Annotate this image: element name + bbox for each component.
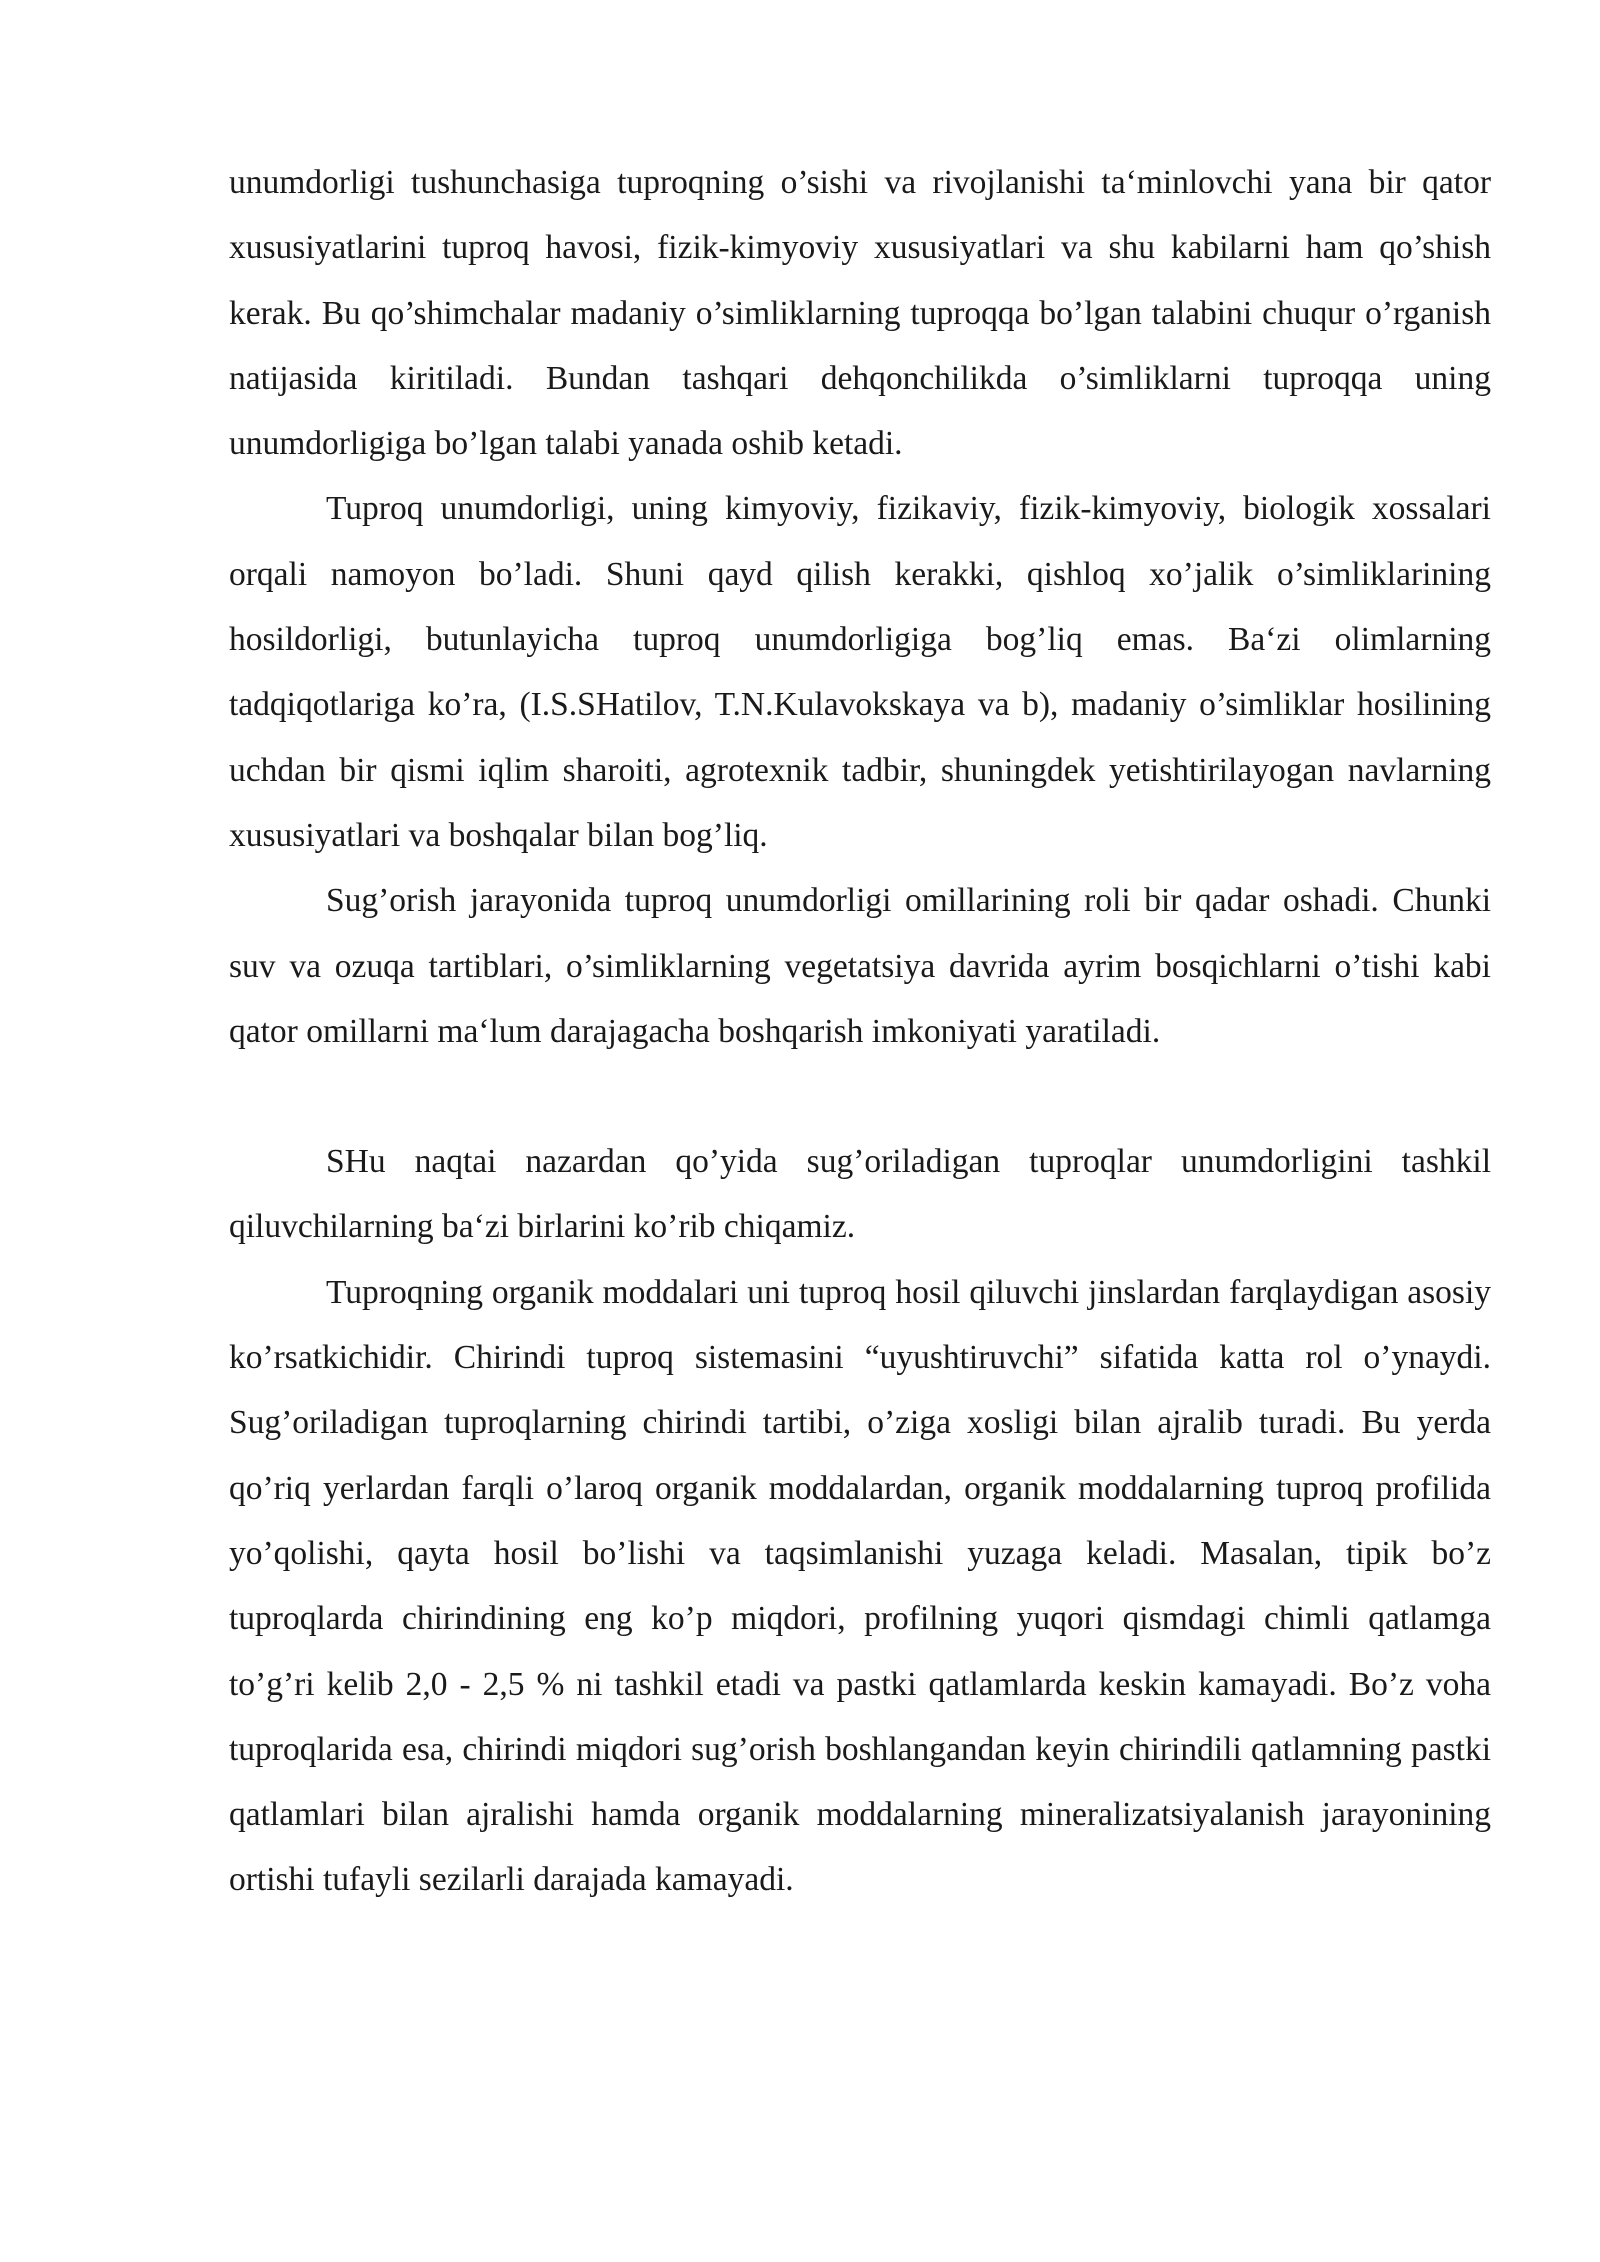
paragraph-5: Tuproqning organik moddalari uni tuproq hosil qiluvchi jinslardan farqlaydigan asosiy ko’rsatkichidir. Chirindi tuproq sistemasini “uyushtiruvchi” sifatida katta rol o’ynaydi. Sug’oriladigan tuproqlarning chirindi tartibi, o’ziga xosligi bilan ajralib turadi. Bu yerda qo’riq yerlardan farqli o’laroq organik moddalardan, organik moddalarning tuproq profilida yo’qolishi, qayta hosil bo’lishi va taqsimlanishi yuzaga keladi. Masalan, tipik bo’z tuproqlarda chirindining eng ko’p miqdori, profilning yuqori qismdagi chimli qatlamga to’g’ri kelib 2,0 - 2,5 % ni tashkil etadi va pastki qatlamlarda keskin kamayadi. Bo’z voha tuproqlarida esa, chirindi miqdori sug’orish boshlangandan keyin chirindili qatlamning pastki qatlamlari bilan ajralishi hamda organik moddalarning mineralizatsiyalanish jarayonining ortishi tufayli sezilarli darajada kamayadi. bbox=[229, 1273, 1491, 1899]
paragraph-2: Tuproq unumdorligi, uning kimyoviy, fizikaviy, fizik-kimyoviy, biologik xossalari orqali namoyon bo’ladi. Shuni qayd qilish kerakki, qishloq xo’jalik o’simliklarining hosildorligi, butunlayicha tuproq unumdorligiga bog’liq emas. Ba‘zi olimlarning tadqiqotlariga ko’ra, (I.S.SHatilov, T.N.Kulavokskaya va b), madaniy o’simliklar hosilining uchdan bir qismi iqlim sharoiti, agrotexnik tadbir, shuningdek yetishtirilayogan navlarning xususiyatlari va boshqalar bilan bog’liq. bbox=[229, 490, 1491, 854]
blank-line bbox=[229, 1064, 1491, 1129]
paragraph-3: Sug’orish jarayonida tuproq unumdorligi omillarining roli bir qadar oshadi. Chunki suv va ozuqa tartiblari, o’simliklarning vegetatsiya davrida ayrim bosqichlarni o’tishi kabi qator omillarni ma‘lum darajagacha boshqarish imkoniyati yaratiladi. bbox=[229, 882, 1491, 1050]
paragraph-1: unumdorligi tushunchasiga tuproqning o’sishi va rivojlanishi ta‘minlovchi yana bir qator xususiyatlarini tuproq havosi, fizik-kimyoviy xususiyatlari va shu kabilarni ham qo’shish kerak. Bu qo’shimchalar madaniy o’simliklarning tuproqqa bo’lgan talabini chuqur o’rganish natijasida kiritiladi. Bundan tashqari dehqonchilikda o’simliklarni tuproqqa uning unumdorligiga bo’lgan talabi yanada oshib ketadi. bbox=[229, 164, 1491, 463]
document-page bbox=[229, 150, 1491, 1913]
paragraph-4: SHu naqtai nazardan qo’yida sug’oriladigan tuproqlar unumdorligini tashkil qiluvchilarning ba‘zi birlarini ko’rib chiqamiz. bbox=[229, 1143, 1491, 1246]
